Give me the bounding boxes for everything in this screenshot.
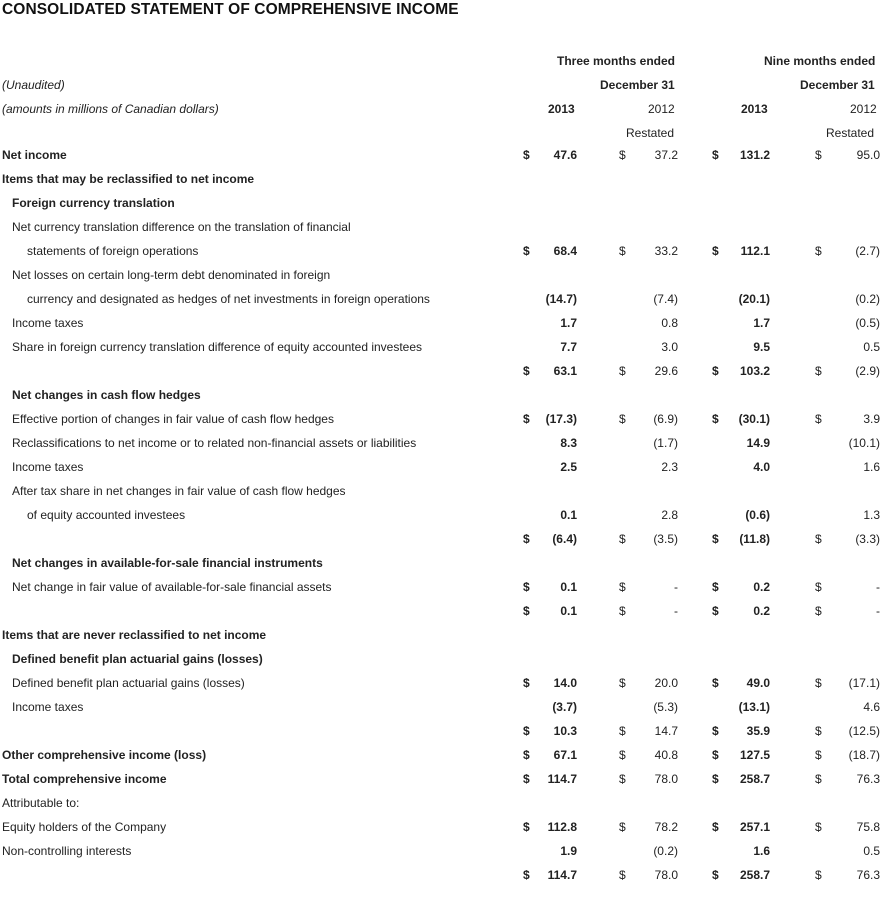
currency-symbol: $ — [523, 676, 530, 690]
row-value-col-4: 0.5 — [863, 340, 880, 354]
row-label: Net losses on certain long-term debt denominated in foreign — [12, 268, 331, 282]
table-row — [0, 288, 885, 312]
row-value-col-4: (18.7) — [848, 748, 880, 762]
table-row — [0, 216, 885, 240]
row-value-col-3: 49.0 — [746, 676, 770, 690]
currency-symbol: $ — [523, 412, 530, 426]
currency-symbol: $ — [815, 868, 822, 882]
currency-symbol: $ — [619, 412, 626, 426]
header-nine-months: Nine months ended — [764, 54, 876, 68]
currency-symbol: $ — [523, 364, 530, 378]
row-value-col-1: (14.7) — [545, 292, 577, 306]
currency-symbol: $ — [619, 748, 626, 762]
currency-symbol: $ — [523, 772, 530, 786]
row-value-col-1: 8.3 — [560, 436, 577, 450]
row-value-col-2: 0.8 — [661, 316, 678, 330]
currency-symbol: $ — [712, 724, 719, 738]
row-value-col-3: 35.9 — [746, 724, 770, 738]
currency-symbol: $ — [523, 868, 530, 882]
table-row — [0, 816, 885, 840]
table-row — [0, 528, 885, 552]
row-value-col-1: 0.1 — [560, 508, 577, 522]
row-value-col-1: 67.1 — [553, 748, 577, 762]
row-value-col-2: 29.6 — [654, 364, 678, 378]
row-value-col-1: 1.7 — [560, 316, 577, 330]
row-label: Net changes in cash flow hedges — [12, 388, 201, 402]
table-row — [0, 792, 885, 816]
table-row — [0, 456, 885, 480]
row-value-col-4: (10.1) — [848, 436, 880, 450]
row-value-col-2: - — [674, 604, 678, 618]
row-label: Net currency translation difference on the translation of financial — [12, 220, 351, 234]
row-value-col-1: 7.7 — [560, 340, 577, 354]
row-value-col-2: 14.7 — [654, 724, 678, 738]
table-row — [0, 168, 885, 192]
table-row — [0, 240, 885, 264]
table-row — [0, 264, 885, 288]
row-label: Equity holders of the Company — [2, 820, 167, 834]
row-value-col-1: (6.4) — [552, 532, 577, 546]
table-row — [0, 840, 885, 864]
header-period-end-9m: December 31 — [800, 78, 875, 92]
row-label: Net changes in available-for-sale financial instruments — [12, 556, 323, 570]
row-value-col-1: 114.7 — [547, 868, 577, 882]
row-value-col-2: 2.8 — [661, 508, 678, 522]
row-value-col-2: - — [674, 580, 678, 594]
row-value-col-2: 2.3 — [661, 460, 678, 474]
currency-symbol: $ — [712, 820, 719, 834]
currency-symbol: $ — [523, 748, 530, 762]
row-label: Items that are never reclassified to net income — [2, 628, 267, 642]
header-year-2012-9m: 2012 — [850, 102, 877, 116]
row-value-col-3: 1.7 — [753, 316, 770, 330]
currency-symbol: $ — [815, 724, 822, 738]
header-year-2013-3m: 2013 — [548, 102, 575, 116]
row-value-col-2: 78.0 — [654, 772, 678, 786]
currency-symbol: $ — [619, 364, 626, 378]
header-three-months: Three months ended — [557, 54, 676, 68]
currency-symbol: $ — [619, 772, 626, 786]
row-label: Other comprehensive income (loss) — [2, 748, 207, 762]
row-value-col-2: 3.0 — [661, 340, 678, 354]
currency-symbol: $ — [815, 820, 822, 834]
row-value-col-1: 0.1 — [560, 604, 577, 618]
currency-symbol: $ — [619, 604, 626, 618]
amounts-note: (amounts in millions of Canadian dollars) — [2, 102, 219, 116]
currency-symbol: $ — [523, 724, 530, 738]
row-value-col-2: 33.2 — [654, 244, 678, 258]
currency-symbol: $ — [619, 868, 626, 882]
unaudited-note: (Unaudited) — [2, 78, 65, 92]
row-value-col-3: (13.1) — [738, 700, 770, 714]
table-row — [0, 408, 885, 432]
row-value-col-4: (3.3) — [855, 532, 880, 546]
row-value-col-1: 0.1 — [560, 580, 577, 594]
row-label: of equity accounted investees — [27, 508, 186, 522]
header-restated-3m: Restated — [626, 126, 675, 140]
row-label: Attributable to: — [2, 796, 80, 810]
table-row — [0, 576, 885, 600]
table-row — [0, 360, 885, 384]
header-period-end-3m: December 31 — [600, 78, 675, 92]
currency-symbol: $ — [712, 412, 719, 426]
row-value-col-2: 37.2 — [654, 148, 678, 162]
row-value-col-2: (6.9) — [653, 412, 678, 426]
currency-symbol: $ — [712, 748, 719, 762]
row-value-col-1: 47.6 — [553, 148, 577, 162]
row-label: Items that may be reclassified to net income — [2, 172, 255, 186]
currency-symbol: $ — [712, 580, 719, 594]
row-value-col-3: 258.7 — [739, 868, 770, 882]
currency-symbol: $ — [712, 868, 719, 882]
row-value-col-3: (11.8) — [739, 532, 770, 546]
currency-symbol: $ — [712, 148, 719, 162]
row-value-col-4: 1.3 — [863, 508, 880, 522]
table-row — [0, 720, 885, 744]
row-value-col-4: (2.7) — [855, 244, 880, 258]
row-value-col-1: 114.7 — [547, 772, 577, 786]
row-value-col-3: (0.6) — [745, 508, 770, 522]
row-value-col-2: (0.2) — [653, 844, 678, 858]
currency-symbol: $ — [815, 364, 822, 378]
row-value-col-4: - — [876, 580, 880, 594]
currency-symbol: $ — [523, 820, 530, 834]
row-value-col-3: 112.1 — [740, 244, 770, 258]
row-value-col-4: 76.3 — [856, 772, 880, 786]
currency-symbol: $ — [523, 244, 530, 258]
row-value-col-4: (12.5) — [848, 724, 880, 738]
row-value-col-1: 14.0 — [553, 676, 577, 690]
currency-symbol: $ — [815, 748, 822, 762]
row-value-col-1: 68.4 — [553, 244, 577, 258]
header-year-2012-3m: 2012 — [648, 102, 675, 116]
row-value-col-4: 0.5 — [863, 844, 880, 858]
currency-symbol: $ — [712, 244, 719, 258]
table-row — [0, 600, 885, 624]
table-row — [0, 624, 885, 648]
row-label: Effective portion of changes in fair value of cash flow hedges — [12, 412, 334, 426]
row-value-col-3: 4.0 — [753, 460, 770, 474]
currency-symbol: $ — [619, 580, 626, 594]
row-label: Share in foreign currency translation difference of equity accounted investees — [12, 340, 423, 354]
row-label: Income taxes — [12, 460, 84, 474]
row-value-col-3: 14.9 — [746, 436, 770, 450]
row-label: Defined benefit plan actuarial gains (losses) — [12, 652, 263, 666]
currency-symbol: $ — [619, 724, 626, 738]
row-value-col-1: (3.7) — [552, 700, 577, 714]
row-label: Income taxes — [12, 700, 84, 714]
row-value-col-1: 1.9 — [560, 844, 577, 858]
row-value-col-1: 10.3 — [553, 724, 577, 738]
row-label: currency and designated as hedges of net investments in foreign operations — [27, 292, 430, 306]
row-label: Total comprehensive income — [2, 772, 167, 786]
row-value-col-4: 75.8 — [856, 820, 880, 834]
row-value-col-3: 0.2 — [753, 604, 770, 618]
statement-title: CONSOLIDATED STATEMENT OF COMPREHENSIVE INCOME — [2, 1, 459, 18]
table-row — [0, 432, 885, 456]
currency-symbol: $ — [815, 148, 822, 162]
row-label: statements of foreign operations — [27, 244, 199, 258]
row-value-col-4: (0.2) — [855, 292, 880, 306]
row-value-col-2: 78.2 — [654, 820, 678, 834]
row-label: Net income — [2, 148, 67, 162]
row-label: Foreign currency translation — [12, 196, 175, 210]
currency-symbol: $ — [523, 604, 530, 618]
currency-symbol: $ — [815, 412, 822, 426]
currency-symbol: $ — [619, 148, 626, 162]
row-value-col-2: (7.4) — [653, 292, 678, 306]
currency-symbol: $ — [815, 244, 822, 258]
row-value-col-4: 3.9 — [863, 412, 880, 426]
currency-symbol: $ — [619, 676, 626, 690]
header-restated-9m: Restated — [826, 126, 875, 140]
row-value-col-4: 4.6 — [863, 700, 880, 714]
currency-symbol: $ — [523, 148, 530, 162]
currency-symbol: $ — [815, 772, 822, 786]
currency-symbol: $ — [815, 676, 822, 690]
row-value-col-4: 95.0 — [856, 148, 880, 162]
row-value-col-1: 63.1 — [553, 364, 577, 378]
row-value-col-2: (3.5) — [653, 532, 678, 546]
currency-symbol: $ — [815, 580, 822, 594]
row-value-col-3: 257.1 — [739, 820, 770, 834]
currency-symbol: $ — [619, 532, 626, 546]
table-row — [0, 696, 885, 720]
row-label: Income taxes — [12, 316, 84, 330]
row-value-col-3: 0.2 — [753, 580, 770, 594]
header-year-2013-9m: 2013 — [741, 102, 768, 116]
row-value-col-3: 9.5 — [753, 340, 770, 354]
row-value-col-3: 258.7 — [739, 772, 770, 786]
row-value-col-3: 103.2 — [739, 364, 770, 378]
table-row — [0, 648, 885, 672]
table-row — [0, 672, 885, 696]
row-label: Non-controlling interests — [2, 844, 132, 858]
row-value-col-4: (2.9) — [855, 364, 880, 378]
row-value-col-3: 1.6 — [753, 844, 770, 858]
currency-symbol: $ — [815, 604, 822, 618]
table-row — [0, 144, 885, 168]
row-value-col-2: 20.0 — [654, 676, 678, 690]
currency-symbol: $ — [619, 244, 626, 258]
row-value-col-2: 78.0 — [654, 868, 678, 882]
table-row — [0, 336, 885, 360]
currency-symbol: $ — [712, 532, 719, 546]
row-value-col-2: (5.3) — [653, 700, 678, 714]
row-value-col-3: 131.2 — [739, 148, 770, 162]
row-value-col-1: 112.8 — [547, 820, 577, 834]
table-row — [0, 384, 885, 408]
row-value-col-3: (30.1) — [738, 412, 770, 426]
currency-symbol: $ — [815, 532, 822, 546]
row-value-col-4: (17.1) — [848, 676, 880, 690]
row-value-col-2: (1.7) — [653, 436, 678, 450]
row-value-col-4: (0.5) — [855, 316, 880, 330]
currency-symbol: $ — [712, 676, 719, 690]
table-row — [0, 864, 885, 888]
row-value-col-4: - — [876, 604, 880, 618]
row-value-col-4: 76.3 — [856, 868, 880, 882]
table-row — [0, 744, 885, 768]
row-value-col-1: 2.5 — [560, 460, 577, 474]
row-value-col-3: (20.1) — [738, 292, 770, 306]
currency-symbol: $ — [523, 532, 530, 546]
currency-symbol: $ — [712, 772, 719, 786]
currency-symbol: $ — [712, 364, 719, 378]
row-value-col-2: 40.8 — [654, 748, 678, 762]
table-row — [0, 504, 885, 528]
table-row — [0, 192, 885, 216]
row-value-col-3: 127.5 — [739, 748, 770, 762]
row-value-col-1: (17.3) — [545, 412, 577, 426]
currency-symbol: $ — [523, 580, 530, 594]
table-row — [0, 768, 885, 792]
table-row — [0, 312, 885, 336]
row-label: Defined benefit plan actuarial gains (losses) — [12, 676, 245, 690]
row-label: Net change in fair value of available-for-sale financial assets — [12, 580, 332, 594]
row-label: Reclassifications to net income or to related non-financial assets or liabilities — [12, 436, 417, 450]
table-row — [0, 480, 885, 504]
row-label: After tax share in net changes in fair value of cash flow hedges — [12, 484, 346, 498]
table-row — [0, 552, 885, 576]
currency-symbol: $ — [712, 604, 719, 618]
row-value-col-4: 1.6 — [863, 460, 880, 474]
currency-symbol: $ — [619, 820, 626, 834]
